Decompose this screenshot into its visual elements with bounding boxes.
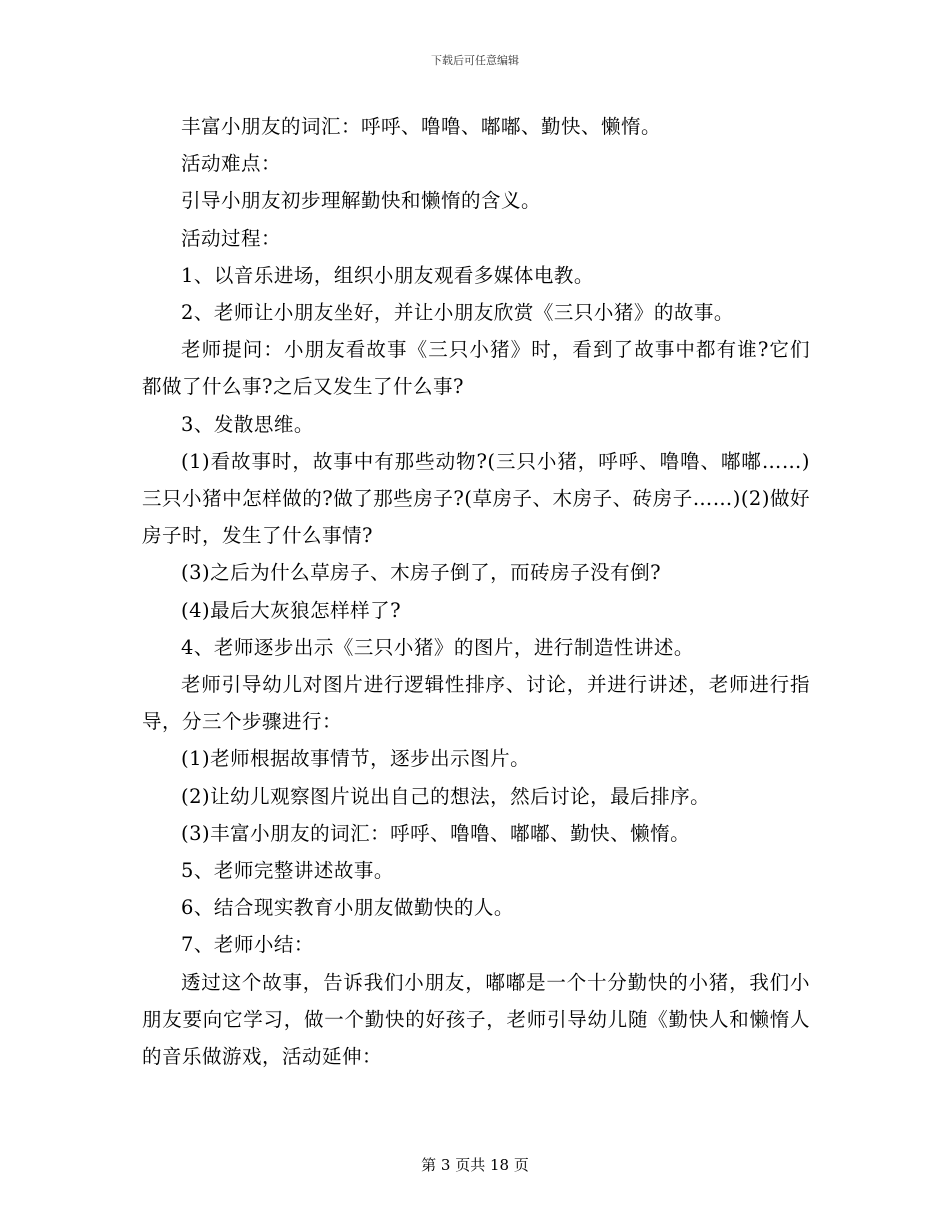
paragraph: 活动过程： xyxy=(181,226,282,250)
paragraph: 2、老师让小朋友坐好，并让小朋友欣赏《三只小猪》的故事。 xyxy=(181,301,734,325)
paragraph: (1)看故事时，故事中有那些动物?(三只小猪，呼呼、噜噜、嘟嘟……)三只小猪中怎样做的?做了那些房子?(草房子、木房子、砖房子……)(2)做好房子时，发生了什么事情? xyxy=(142,449,810,548)
paragraph: 7、老师小结： xyxy=(181,933,314,957)
paragraph: (3)丰富小朋友的词汇：呼呼、噜噜、嘟嘟、勤快、懒惰。 xyxy=(181,821,691,845)
paragraph: 透过这个故事，告诉我们小朋友，嘟嘟是一个十分勤快的小猪，我们小朋友要向它学习，做一个勤快的好孩子，老师引导幼儿随《勤快人和懒惰人的音乐做游戏，活动延伸： xyxy=(142,970,810,1069)
paragraph: 3、发散思维。 xyxy=(181,412,314,436)
paragraph: 5、老师完整讲述故事。 xyxy=(181,859,394,883)
page-header: 下载后可任意编辑 xyxy=(431,54,519,67)
paragraph: 引导小朋友初步理解勤快和懒惰的含义。 xyxy=(181,189,542,213)
paragraph: 1、以音乐进场，组织小朋友观看多媒体电教。 xyxy=(181,263,594,287)
paragraph: 老师提问：小朋友看故事《三只小猪》时，看到了故事中都有谁?它们都做了什么事?之后又发生了什么事? xyxy=(142,338,810,399)
document-body xyxy=(142,108,810,1075)
paragraph: (3)之后为什么草房子、木房子倒了，而砖房子没有倒? xyxy=(181,561,662,585)
paragraph: 老师引导幼儿对图片进行逻辑性排序、讨论，并进行讲述，老师进行指导，分三个步骤进行： xyxy=(142,673,810,734)
paragraph: (2)让幼儿观察图片说出自己的想法，然后讨论，最后排序。 xyxy=(181,784,711,808)
paragraph: 4、老师逐步出示《三只小猪》的图片，进行制造性讲述。 xyxy=(181,635,694,659)
paragraph: 丰富小朋友的词汇：呼呼、噜噜、嘟嘟、勤快、懒惰。 xyxy=(181,115,662,138)
paragraph: 6、结合现实教育小朋友做勤快的人。 xyxy=(181,896,514,920)
paragraph: (1)老师根据故事情节，逐步出示图片。 xyxy=(181,747,531,771)
paragraph: (4)最后大灰狼怎样样了? xyxy=(181,598,402,622)
paragraph: 活动难点： xyxy=(181,152,282,176)
page-number: 第 3 页共 18 页 xyxy=(421,1156,529,1174)
